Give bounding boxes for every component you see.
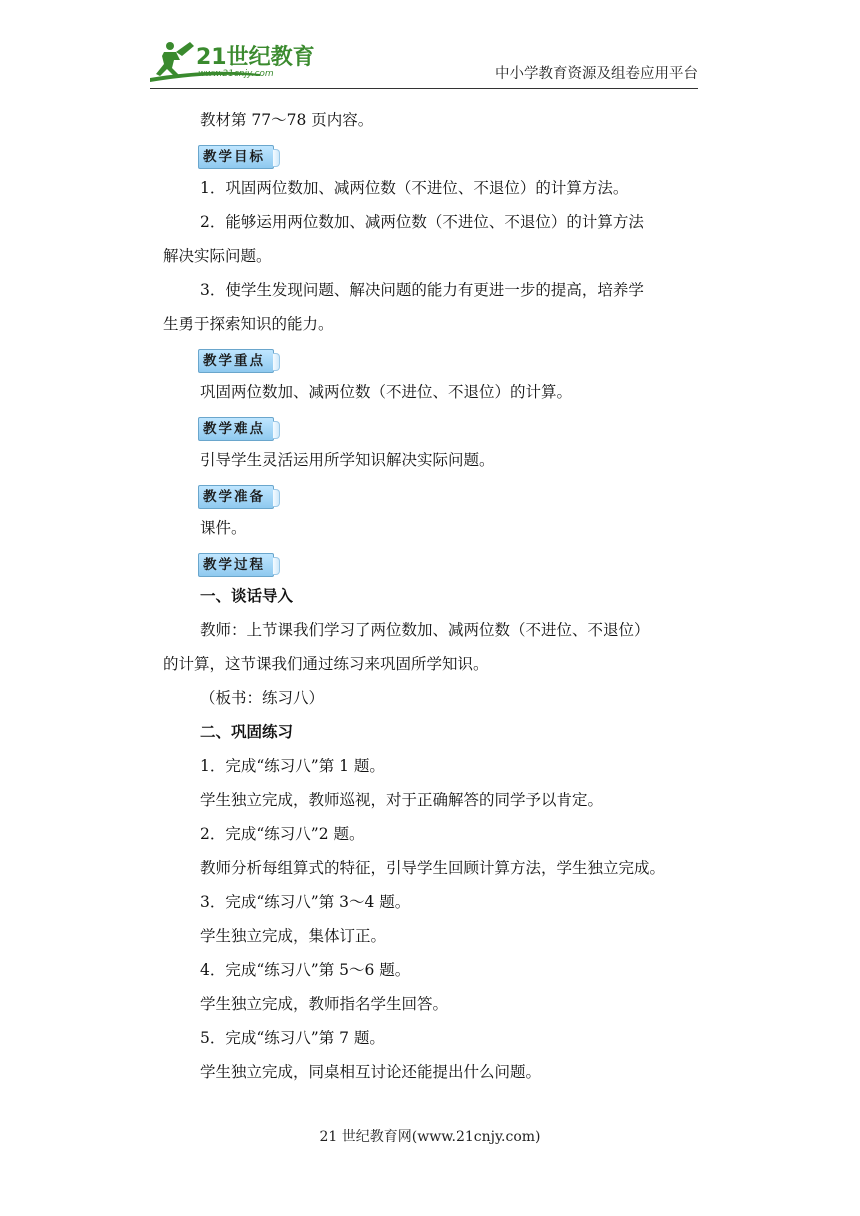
section-1-title: 一、谈话导入	[200, 587, 294, 605]
exercise-4: 4．完成“练习八”第 5～6 题。	[200, 961, 411, 979]
difficulties-text: 引导学生灵活运用所学知识解决实际问题。	[200, 451, 495, 469]
key-points-text: 巩固两位数加、减两位数（不进位、不退位）的计算。	[200, 383, 573, 401]
header-divider	[150, 88, 698, 89]
exercise-3: 3．完成“练习八”第 3～4 题。	[200, 893, 411, 911]
tag-preparation: 教学准备	[198, 485, 274, 509]
preparation-text: 课件。	[200, 519, 247, 537]
exercise-1: 1．完成“练习八”第 1 题。	[200, 757, 385, 775]
section-1-line2: 的计算，这节课我们通过练习来巩固所学知识。	[163, 655, 489, 673]
section-1-board: （板书：练习八）	[200, 689, 325, 707]
section-1-line1: 教师：上节课我们学习了两位数加、减两位数（不进位、不退位）	[200, 621, 650, 639]
goal-2-line1: 2．能够运用两位数加、减两位数（不进位、不退位）的计算方法	[200, 213, 644, 231]
exercise-4-note: 学生独立完成，教师指名学生回答。	[200, 995, 449, 1013]
document-body	[163, 103, 703, 1089]
goal-2-line2: 解决实际问题。	[163, 247, 272, 265]
page-header	[0, 0, 860, 90]
goal-3-line2: 生勇于探索知识的能力。	[163, 315, 334, 333]
section-2-title: 二、巩固练习	[200, 723, 294, 741]
goal-1: 1．巩固两位数加、减两位数（不进位、不退位）的计算方法。	[200, 179, 629, 197]
exercise-5: 5．完成“练习八”第 7 题。	[200, 1029, 385, 1047]
logo-text: 21世纪教育	[196, 45, 315, 70]
site-logo	[150, 38, 320, 84]
exercise-2: 2．完成“练习八”2 题。	[200, 825, 365, 843]
exercise-5-note: 学生独立完成，同桌相互讨论还能提出什么问题。	[200, 1063, 542, 1081]
tag-key-points: 教学重点	[198, 349, 274, 373]
tag-difficulties: 教学难点	[198, 417, 274, 441]
logo-url: www.21cnjy.com	[198, 69, 274, 79]
tag-teaching-goals: 教学目标	[198, 145, 274, 169]
intro-text: 教材第 77～78 页内容。	[200, 111, 374, 129]
header-platform-name: 中小学教育资源及组卷应用平台	[495, 66, 698, 82]
exercise-2-note: 教师分析每组算式的特征，引导学生回顾计算方法，学生独立完成。	[200, 859, 666, 877]
exercise-3-note: 学生独立完成，集体订正。	[200, 927, 387, 945]
tag-process: 教学过程	[198, 553, 274, 577]
exercise-1-note: 学生独立完成，教师巡视，对于正确解答的同学予以肯定。	[200, 791, 604, 809]
goal-3-line1: 3．使学生发现问题、解决问题的能力有更进一步的提高，培养学	[200, 281, 644, 299]
page-footer: 21 世纪教育网(www.21cnjy.com)	[319, 1129, 541, 1145]
